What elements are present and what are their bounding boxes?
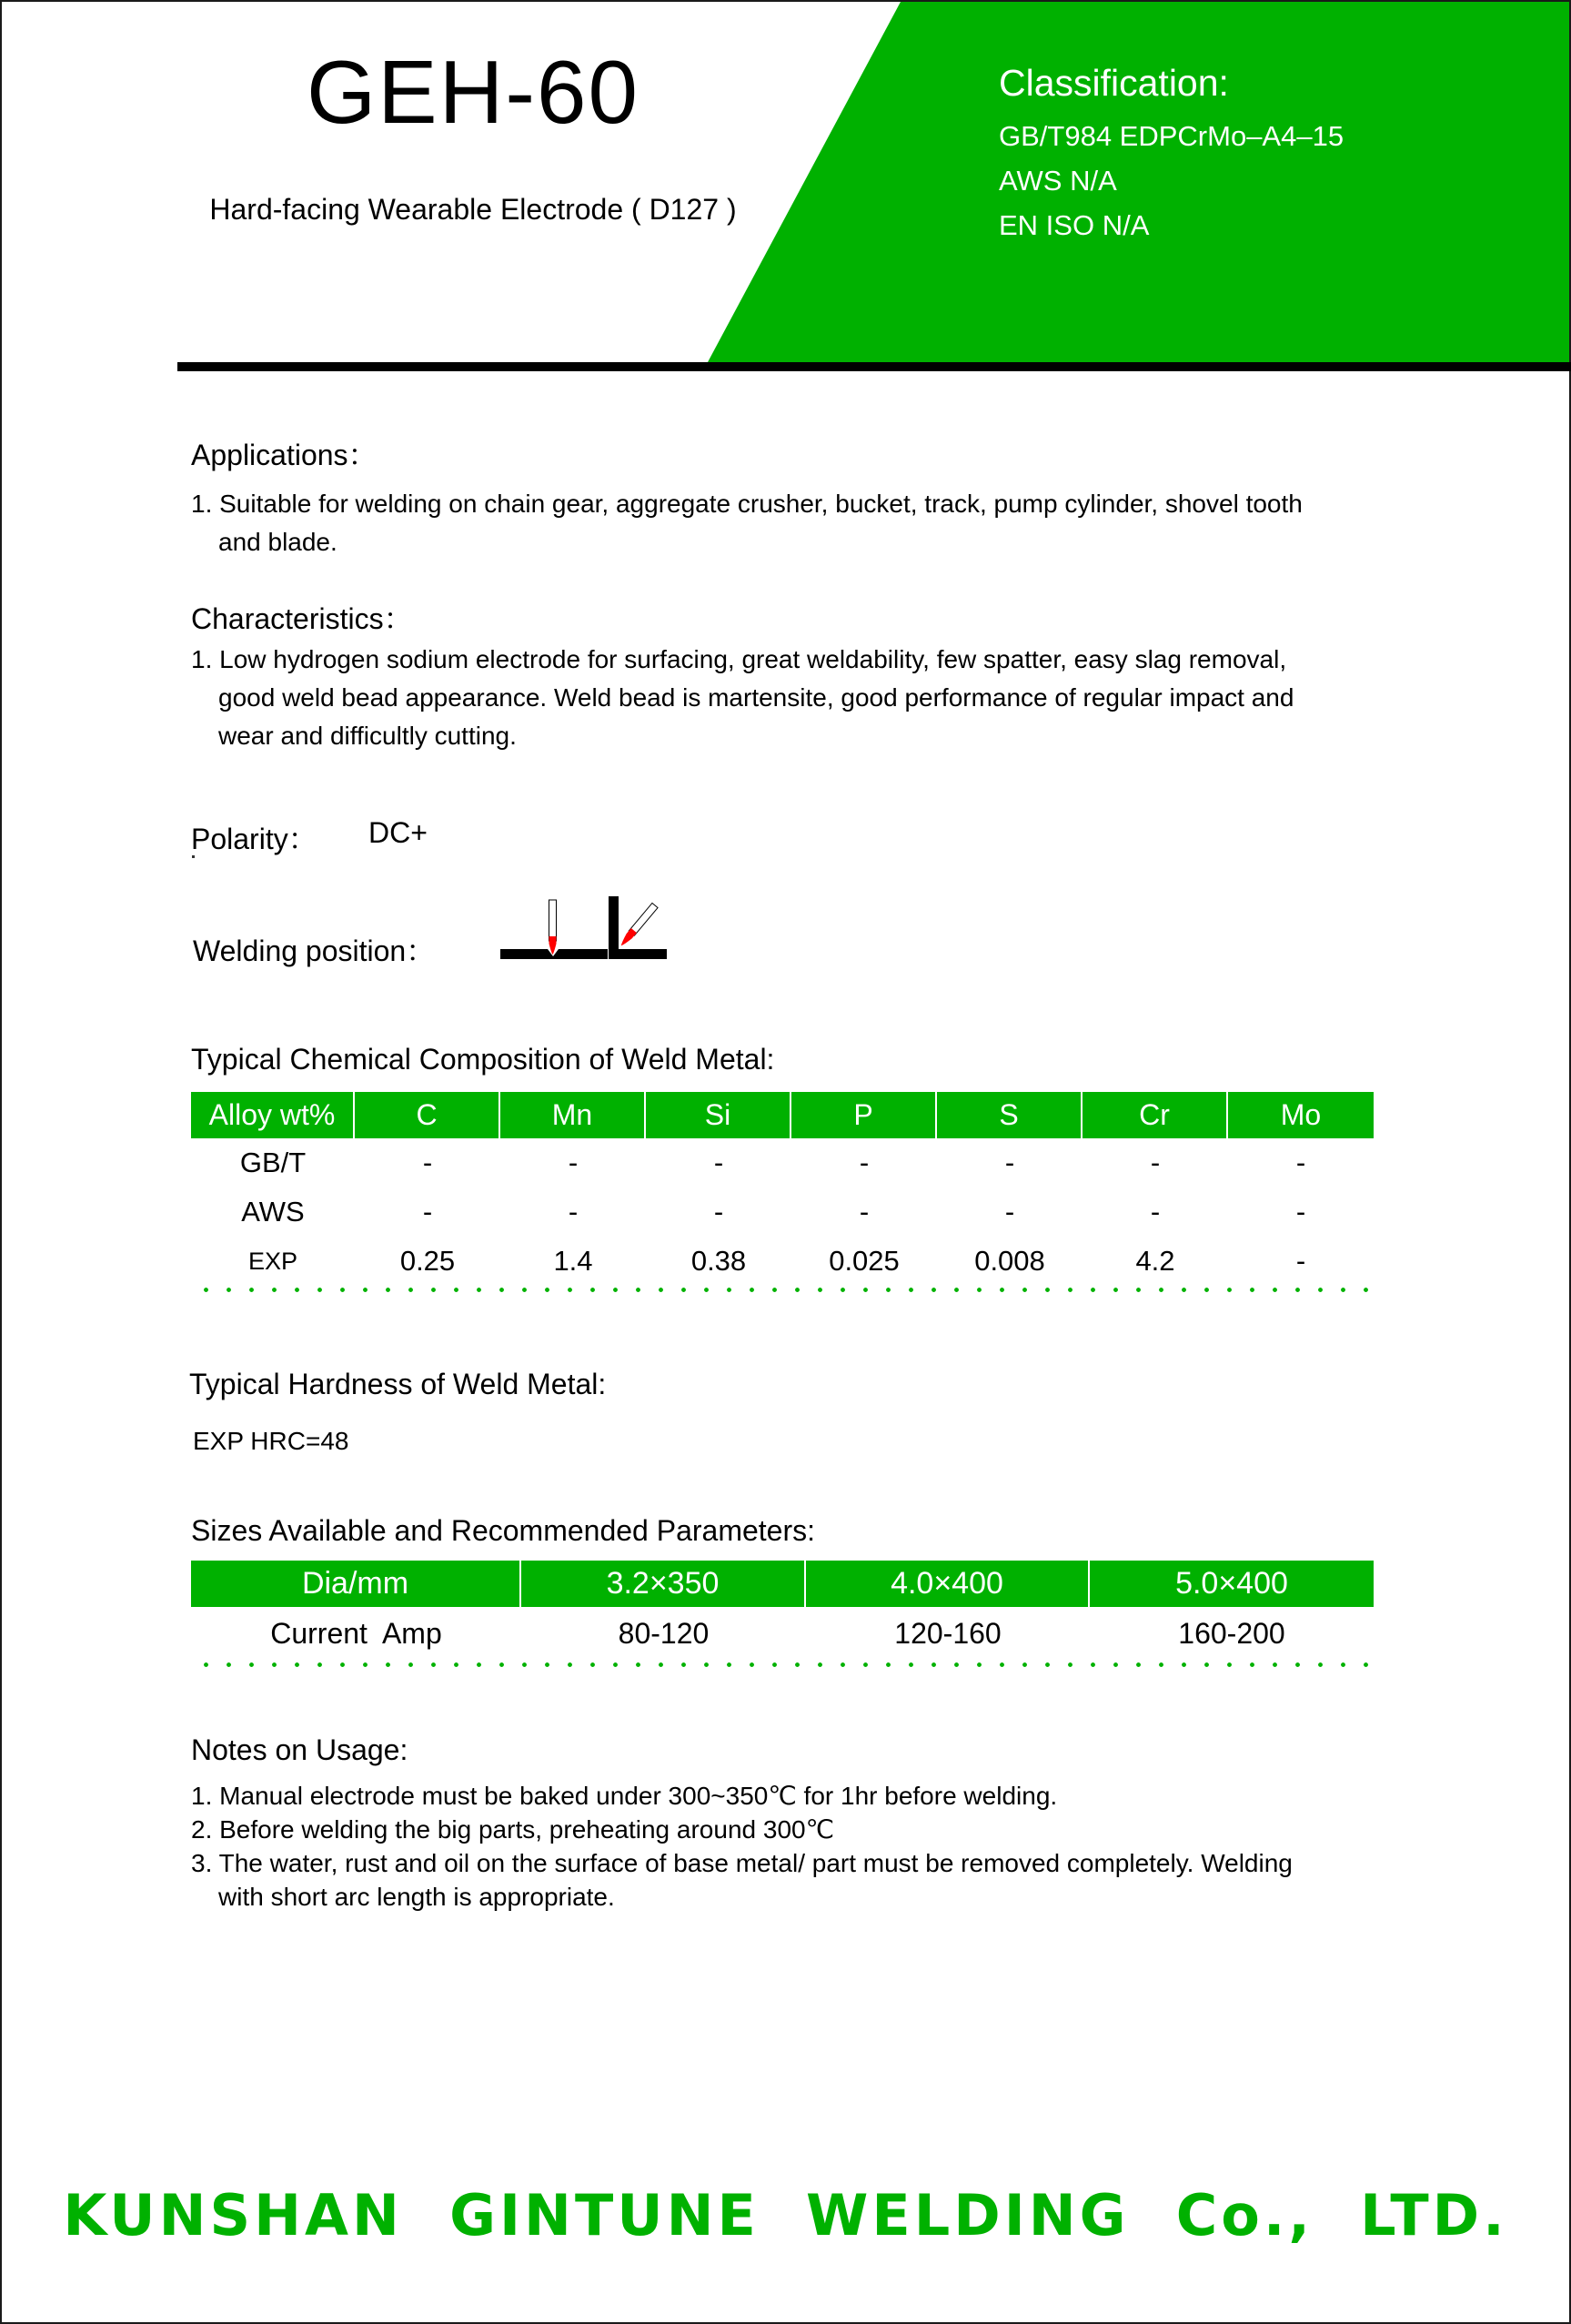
table-cell: - <box>568 1147 579 1178</box>
notes-item: 2. Before welding the big parts, preheating around 300℃ <box>191 1815 835 1844</box>
applications-list <box>191 485 1319 561</box>
classification-gb: GB/T984 EDPCrMo–A4–15 <box>999 120 1344 152</box>
table-cell: - <box>568 1196 579 1228</box>
notes-item: 3. The water, rust and oil on the surface of base metal/ part must be removed completely. Welding with short arc length is appropriate. <box>191 1849 1293 1911</box>
table-cell: - <box>1004 1196 1015 1228</box>
table-header-row <box>191 1092 1374 1138</box>
table-cell: 80-120 <box>618 1616 710 1650</box>
table-cell: - <box>1295 1196 1306 1228</box>
column-header: Si <box>646 1092 791 1138</box>
table-row <box>191 1237 1374 1286</box>
table-cell: 120-160 <box>894 1616 1002 1650</box>
column-header: Cr <box>1083 1092 1228 1138</box>
row-label: AWS <box>241 1196 305 1228</box>
row-label: Current Amp <box>270 1616 442 1650</box>
classification-en-iso: EN ISO N/A <box>999 209 1150 241</box>
table-row <box>191 1138 1374 1187</box>
column-header: 4.0×400 <box>806 1561 1090 1607</box>
company-name: KUNSHAN GINTUNE WELDING Co., LTD. <box>63 2182 1508 2248</box>
polarity-label: Polarity： <box>191 823 317 855</box>
table-cell: - <box>422 1196 433 1228</box>
column-header: Dia/mm <box>191 1561 521 1607</box>
classification-aws: AWS N/A <box>999 165 1117 197</box>
table-cell: - <box>1004 1147 1015 1178</box>
dotted-divider <box>195 1288 1368 1292</box>
welding-position-icons <box>496 896 678 965</box>
notes-item: 1. Manual electrode must be baked under 300~350℃ for 1hr before welding. <box>191 1782 1058 1810</box>
table-cell: 160-200 <box>1178 1616 1285 1650</box>
classification-title: Classification: <box>999 62 1229 104</box>
table-cell: 1.4 <box>553 1245 593 1277</box>
table-cell: - <box>1150 1147 1161 1178</box>
table-cell: - <box>859 1196 870 1228</box>
stray-dot <box>192 855 195 858</box>
table-cell: - <box>1295 1245 1306 1277</box>
column-header: Alloy wt% <box>191 1092 355 1138</box>
chemical-composition-heading: Typical Chemical Composition of Weld Metal: <box>191 1043 775 1076</box>
column-header: C <box>355 1092 500 1138</box>
polarity-value: DC+ <box>368 816 428 849</box>
table-cell: 0.008 <box>974 1245 1045 1277</box>
row-label: GB/T <box>239 1147 307 1178</box>
sizes-table <box>191 1561 1374 1660</box>
applications-heading: Applications： <box>191 439 378 471</box>
column-header: Mn <box>500 1092 646 1138</box>
dotted-divider <box>195 1662 1368 1667</box>
chemical-composition-table <box>191 1092 1374 1286</box>
flat-position-icon <box>500 900 608 959</box>
sizes-heading: Sizes Available and Recommended Parameters: <box>191 1514 815 1547</box>
table-cell: - <box>713 1196 724 1228</box>
applications-item: 1. Suitable for welding on chain gear, aggregate crusher, bucket, track, pump cylinder, shovel tooth and blade. <box>191 490 1303 556</box>
table-cell: 4.2 <box>1135 1245 1175 1277</box>
characteristics-list <box>191 641 1328 755</box>
column-header: Mo <box>1228 1092 1374 1138</box>
row-label: EXP <box>247 1247 298 1275</box>
column-header: 5.0×400 <box>1090 1561 1374 1607</box>
table-cell: 0.25 <box>399 1245 456 1277</box>
horizontal-fillet-position-icon <box>609 896 667 959</box>
hardness-heading: Typical Hardness of Weld Metal: <box>189 1368 607 1400</box>
column-header: P <box>791 1092 937 1138</box>
table-cell: - <box>1150 1196 1161 1228</box>
column-header: 3.2×350 <box>521 1561 806 1607</box>
table-cell: - <box>859 1147 870 1178</box>
welding-position-label: Welding position： <box>193 935 436 967</box>
table-cell: - <box>1295 1147 1306 1178</box>
table-cell: 0.38 <box>690 1245 747 1277</box>
table-header-row <box>191 1561 1374 1607</box>
table-cell: - <box>713 1147 724 1178</box>
hardness-value: EXP HRC=48 <box>193 1427 349 1455</box>
table-row <box>191 1607 1374 1660</box>
characteristics-item: 1. Low hydrogen sodium electrode for surfacing, great weldability, few spatter, easy slag removal, good weld bead appearance. Weld bead is martensite, good performance of regular impact and wear and difficultly cutting. <box>191 645 1294 750</box>
column-header: S <box>937 1092 1083 1138</box>
notes-list <box>191 1779 1337 1914</box>
characteristics-heading: Characteristics： <box>191 602 413 635</box>
table-cell: - <box>422 1147 433 1178</box>
table-row <box>191 1187 1374 1237</box>
table-cell: 0.025 <box>829 1245 900 1277</box>
classification-block <box>999 62 1344 248</box>
product-code: GEH-60 <box>306 42 639 142</box>
notes-heading: Notes on Usage: <box>191 1733 408 1766</box>
product-description: Hard-facing Wearable Electrode ( D127 ) <box>209 193 737 226</box>
